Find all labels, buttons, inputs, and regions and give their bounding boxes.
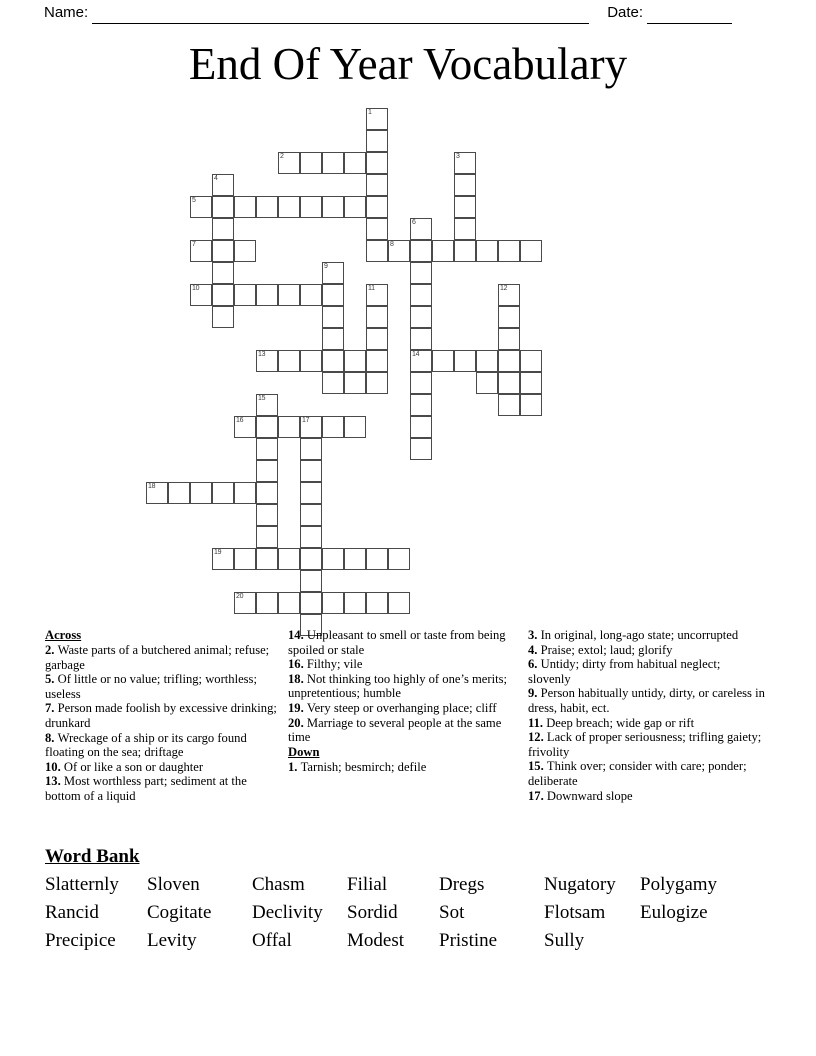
crossword-cell-start-20[interactable]	[234, 592, 256, 614]
crossword-cell[interactable]	[322, 152, 344, 174]
crossword-cell[interactable]	[476, 372, 498, 394]
clue-across-20	[288, 716, 518, 745]
clue-number: 14.	[288, 628, 307, 642]
crossword-cell[interactable]	[366, 372, 388, 394]
crossword-cell[interactable]	[234, 196, 256, 218]
crossword-cell[interactable]	[366, 130, 388, 152]
clue-text: Deep breach; wide gap or rift	[546, 715, 695, 730]
crossword-cell[interactable]	[366, 174, 388, 196]
date-label: Date:	[607, 4, 644, 21]
crossword-cell[interactable]	[234, 240, 256, 262]
crossword-cell[interactable]	[212, 306, 234, 328]
clue-number: 18.	[288, 671, 307, 686]
crossword-cell[interactable]	[168, 482, 190, 504]
clue-number: 9.	[528, 686, 541, 701]
clue-text: Praise; extol; laud; glorify	[540, 642, 673, 657]
crossword-cell[interactable]	[344, 548, 366, 570]
clue-text: Lack of proper seriousness; trifling gaiety; frivolity	[528, 730, 762, 759]
crossword-cell[interactable]	[278, 592, 300, 614]
clue-text: Tarnish; besmirch; defile	[300, 759, 427, 774]
clue-text: Not thinking too highly of one’s merits; unpretentious; humble	[288, 671, 507, 701]
crossword-cell[interactable]	[454, 196, 476, 218]
crossword-cell[interactable]	[256, 548, 278, 570]
word-bank-word[interactable]: Sot	[439, 902, 465, 923]
clue-number: 3.	[528, 628, 541, 642]
page-title: End Of Year Vocabulary	[188, 39, 628, 89]
word-bank-grid	[45, 871, 775, 955]
word-bank-word[interactable]: Rancid	[45, 902, 99, 923]
crossword-cell-start-19[interactable]	[212, 548, 234, 570]
crossword-cell-start-10[interactable]	[190, 284, 212, 306]
clue-number: 19.	[288, 700, 307, 715]
crossword-cell[interactable]	[300, 592, 322, 614]
crossword-cell[interactable]	[190, 482, 212, 504]
crossword-cell-number: 14	[412, 351, 420, 358]
crossword-cell-start-8[interactable]	[388, 240, 410, 262]
crossword-cell-number: 18	[148, 483, 156, 490]
crossword-cell[interactable]	[256, 284, 278, 306]
crossword-cell[interactable]	[256, 482, 278, 504]
word-bank-word[interactable]: Polygamy	[640, 874, 718, 895]
crossword-cell[interactable]	[454, 174, 476, 196]
crossword-cell[interactable]	[366, 218, 388, 240]
crossword-cell-number: 15	[258, 395, 266, 402]
clue-down-3	[528, 628, 765, 643]
crossword-cell-start-4[interactable]	[212, 174, 234, 196]
clue-number: 2.	[45, 643, 58, 657]
crossword-cell-number: 11	[368, 285, 375, 292]
crossword-cell[interactable]	[278, 196, 300, 218]
clue-number: 16.	[288, 657, 307, 672]
crossword-cell[interactable]	[366, 152, 388, 174]
crossword-cell-start-11[interactable]	[366, 284, 388, 306]
crossword-cell[interactable]	[322, 548, 344, 570]
clue-text: Untidy; dirty from habitual neglect; slovenly	[528, 657, 721, 686]
clue-text: Very steep or overhanging place; cliff	[306, 700, 497, 715]
crossword-cell[interactable]	[410, 306, 432, 328]
crossword-cell[interactable]	[278, 548, 300, 570]
crossword-cell-number: 5	[192, 197, 196, 204]
crossword-cell[interactable]	[498, 394, 520, 416]
clue-across-2	[45, 643, 278, 672]
clue-text: Filthy; vile	[306, 657, 363, 672]
crossword-cell[interactable]	[344, 196, 366, 218]
crossword-cell-number: 9	[324, 263, 328, 270]
crossword-cell-start-12[interactable]	[498, 284, 520, 306]
crossword-cell[interactable]	[520, 394, 542, 416]
clue-number: 17.	[528, 788, 547, 803]
clue-number: 5.	[45, 672, 58, 687]
across-heading: Across	[45, 628, 82, 642]
clue-across-13	[45, 774, 278, 803]
crossword-cell-start-13[interactable]	[256, 350, 278, 372]
crossword-cell[interactable]	[344, 416, 366, 438]
word-bank-word[interactable]: Nugatory	[544, 874, 616, 895]
clue-number: 11.	[528, 715, 547, 730]
clue-across-5	[45, 672, 278, 701]
crossword-cell[interactable]	[520, 240, 542, 262]
crossword-cell[interactable]	[520, 350, 542, 372]
crossword-cell[interactable]	[388, 548, 410, 570]
crossword-cell-start-17[interactable]	[300, 416, 322, 438]
word-bank-word[interactable]: Declivity	[252, 902, 323, 923]
crossword-cell[interactable]	[212, 196, 234, 218]
crossword-cell[interactable]	[256, 438, 278, 460]
clue-text: Wreckage of a ship or its cargo found floating on the sea; driftage	[45, 730, 247, 760]
clue-text: Of or like a son or daughter	[63, 759, 204, 774]
crossword-cell[interactable]	[300, 570, 322, 592]
clue-number: 13.	[45, 774, 64, 789]
clue-text: Most worthless part; sediment at the bottom of a liquid	[45, 774, 247, 803]
clue-across-7	[45, 701, 278, 730]
crossword-cell[interactable]	[322, 284, 344, 306]
word-bank-word[interactable]: Offal	[252, 930, 292, 951]
crossword-cell[interactable]	[498, 328, 520, 350]
clue-column-1	[45, 628, 288, 804]
crossword-cell[interactable]	[410, 394, 432, 416]
clue-across-19	[288, 701, 518, 716]
crossword-cell[interactable]	[300, 196, 322, 218]
crossword-cell[interactable]	[322, 592, 344, 614]
crossword-cell-number: 1	[368, 109, 372, 116]
crossword-cell-number: 6	[412, 219, 416, 226]
crossword-cell[interactable]	[300, 438, 322, 460]
clue-number: 12.	[528, 730, 547, 745]
crossword-cell[interactable]	[322, 372, 344, 394]
crossword-cell[interactable]	[410, 240, 432, 262]
clue-text: Person habitually untidy, dirty, or careless in dress, habit, ect.	[528, 686, 765, 715]
crossword-cell[interactable]	[256, 416, 278, 438]
crossword-cell[interactable]	[432, 240, 454, 262]
clue-column-3	[528, 628, 775, 804]
word-bank-word[interactable]: Pristine	[439, 930, 498, 951]
clue-down-11	[528, 716, 765, 731]
crossword-cell[interactable]	[256, 526, 278, 548]
clue-text: In original, long-ago state; uncorrupted	[540, 628, 739, 642]
crossword-cell[interactable]	[366, 350, 388, 372]
crossword-cell[interactable]	[498, 372, 520, 394]
crossword-cell[interactable]	[278, 350, 300, 372]
clue-across-18	[288, 672, 518, 701]
clue-down-4	[528, 643, 765, 658]
word-bank-word[interactable]: Modest	[347, 930, 404, 951]
clue-across-10	[45, 760, 278, 775]
crossword-cell[interactable]	[212, 482, 234, 504]
clue-text: Marriage to several people at the same time	[288, 715, 502, 745]
crossword-cell[interactable]	[256, 592, 278, 614]
clue-down-17	[528, 789, 765, 804]
word-bank-word[interactable]: Cogitate	[147, 902, 212, 923]
crossword-cell[interactable]	[366, 592, 388, 614]
crossword-cell[interactable]	[234, 284, 256, 306]
crossword-cell[interactable]	[498, 306, 520, 328]
crossword-cell[interactable]	[454, 240, 476, 262]
clue-number: 6.	[528, 657, 541, 672]
clue-number: 7.	[45, 701, 58, 716]
crossword-cell-start-16[interactable]	[234, 416, 256, 438]
word-bank-word[interactable]: Precipice	[45, 930, 116, 951]
word-bank-word[interactable]: Dregs	[439, 874, 485, 895]
word-bank-word[interactable]: Sordid	[347, 902, 398, 923]
clue-down-1	[288, 760, 518, 775]
clue-number: 4.	[528, 642, 541, 657]
crossword-cell[interactable]	[212, 218, 234, 240]
crossword-cell[interactable]	[300, 284, 322, 306]
crossword-cell-start-3[interactable]	[454, 152, 476, 174]
crossword-cell[interactable]	[278, 284, 300, 306]
clue-column-2	[288, 628, 528, 804]
crossword-cell[interactable]	[322, 196, 344, 218]
crossword-cell[interactable]	[322, 416, 344, 438]
crossword-cell[interactable]	[366, 548, 388, 570]
clue-across-16	[288, 657, 518, 672]
word-bank-word[interactable]: Sully	[544, 930, 585, 951]
crossword-cell-number: 4	[214, 175, 218, 182]
word-bank-word[interactable]: Levity	[147, 930, 197, 951]
crossword-cell-number: 8	[390, 241, 394, 248]
crossword-cell[interactable]	[300, 504, 322, 526]
crossword-cell[interactable]	[410, 262, 432, 284]
name-label: Name:	[44, 4, 89, 21]
clue-down-12	[528, 730, 765, 759]
crossword-cell-start-9[interactable]	[322, 262, 344, 284]
down-heading: Down	[288, 744, 320, 759]
crossword-cell-start-2[interactable]	[278, 152, 300, 174]
crossword-cell[interactable]	[410, 284, 432, 306]
crossword-cell-number: 16	[236, 417, 244, 424]
clue-text: Downward slope	[546, 788, 633, 803]
crossword-cell[interactable]	[410, 328, 432, 350]
word-bank-heading: Word Bank	[45, 846, 140, 867]
crossword-cell[interactable]	[300, 350, 322, 372]
crossword-cell[interactable]	[322, 328, 344, 350]
clue-down-9	[528, 686, 765, 715]
clue-number: 20.	[288, 715, 307, 730]
crossword-cell[interactable]	[300, 460, 322, 482]
clue-across-8	[45, 731, 278, 760]
word-bank-word[interactable]: Sloven	[147, 874, 200, 895]
crossword-cell-start-6[interactable]	[410, 218, 432, 240]
crossword-cell[interactable]	[366, 196, 388, 218]
crossword-cell-number: 12	[500, 285, 508, 292]
crossword-cell[interactable]	[300, 152, 322, 174]
crossword-cell-start-1[interactable]	[366, 108, 388, 130]
crossword-cell-number: 17	[302, 417, 310, 424]
crossword-cell[interactable]	[366, 240, 388, 262]
crossword-cell[interactable]	[476, 350, 498, 372]
crossword-cell[interactable]	[344, 592, 366, 614]
crossword-cell[interactable]	[498, 350, 520, 372]
crossword-cell[interactable]	[366, 328, 388, 350]
clue-number: 8.	[45, 730, 58, 745]
crossword-cell[interactable]	[410, 438, 432, 460]
crossword-cell-number: 3	[456, 153, 460, 160]
crossword-cell-number: 19	[214, 549, 222, 556]
crossword-cell-number: 13	[258, 351, 266, 358]
crossword-cell-start-15[interactable]	[256, 394, 278, 416]
crossword-cell[interactable]	[388, 592, 410, 614]
crossword-cell[interactable]	[256, 504, 278, 526]
crossword-cell[interactable]	[300, 482, 322, 504]
crossword-cell[interactable]	[410, 372, 432, 394]
crossword-cell[interactable]	[344, 372, 366, 394]
clue-text: Of little or no value; trifling; worthless; useless	[45, 672, 257, 701]
crossword-cell[interactable]	[256, 196, 278, 218]
crossword-cell[interactable]	[432, 350, 454, 372]
word-bank-word[interactable]: Chasm	[252, 874, 305, 895]
clues-section	[45, 628, 775, 804]
clue-down-6	[528, 657, 765, 686]
crossword-cell[interactable]	[234, 548, 256, 570]
crossword-cell[interactable]	[278, 416, 300, 438]
clue-number: 1.	[288, 759, 301, 774]
word-bank-word[interactable]: Slatternly	[45, 874, 119, 895]
crossword-cell[interactable]	[212, 262, 234, 284]
word-bank-section	[45, 845, 775, 955]
crossword-cell[interactable]	[256, 460, 278, 482]
crossword-cell[interactable]	[520, 372, 542, 394]
crossword-cell[interactable]	[212, 240, 234, 262]
clue-text: Unpleasant to smell or taste from being spoiled or stale	[288, 628, 506, 657]
crossword-cell[interactable]	[366, 306, 388, 328]
crossword-cell[interactable]	[322, 350, 344, 372]
clue-down-15	[528, 759, 765, 788]
crossword-cell[interactable]	[454, 350, 476, 372]
clue-text: Think over; consider with care; ponder; deliberate	[528, 759, 747, 788]
crossword-cell-number: 10	[192, 285, 200, 292]
crossword-cell[interactable]	[344, 152, 366, 174]
crossword-cell-start-14[interactable]	[410, 350, 432, 372]
crossword-cell[interactable]	[300, 548, 322, 570]
crossword-cell[interactable]	[454, 218, 476, 240]
crossword-cell-start-5[interactable]	[190, 196, 212, 218]
crossword-cell[interactable]	[410, 416, 432, 438]
crossword-cell[interactable]	[344, 350, 366, 372]
crossword-cell[interactable]	[476, 240, 498, 262]
crossword-cell-number: 20	[236, 593, 244, 600]
word-bank-word[interactable]: Eulogize	[640, 902, 708, 923]
crossword-cell[interactable]	[234, 482, 256, 504]
clue-across-14	[288, 628, 518, 657]
crossword-cell[interactable]	[498, 240, 520, 262]
clue-text: Person made foolish by excessive drinking; drunkard	[45, 701, 277, 730]
clue-number: 15.	[528, 759, 547, 774]
clue-number: 10.	[45, 759, 64, 774]
crossword-cell-start-7[interactable]	[190, 240, 212, 262]
crossword-cell-number: 2	[280, 153, 284, 160]
crossword-cell[interactable]	[300, 526, 322, 548]
clue-text: Waste parts of a butchered animal; refuse; garbage	[45, 643, 270, 672]
crossword-cell[interactable]	[322, 306, 344, 328]
crossword-cell-number: 7	[192, 241, 196, 248]
word-bank-word[interactable]: Flotsam	[544, 902, 606, 923]
crossword-cell-start-18[interactable]	[146, 482, 168, 504]
crossword-cell[interactable]	[212, 284, 234, 306]
word-bank-word[interactable]: Filial	[347, 874, 388, 895]
